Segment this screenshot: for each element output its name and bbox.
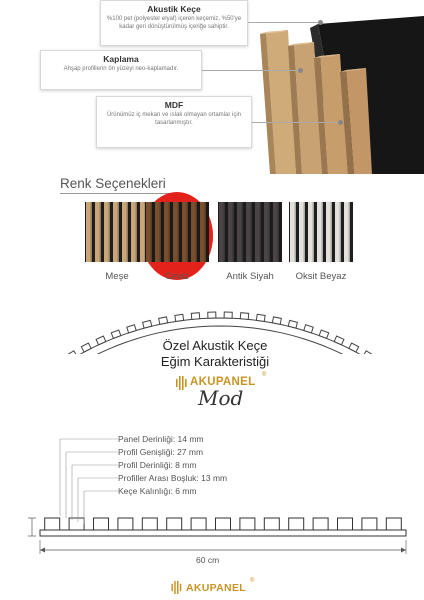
dim-felt-thickness: Keçe Kalınlığı: 6 mm [118, 486, 197, 496]
dim-panel-depth: Panel Derinliği: 14 mm [118, 434, 204, 444]
swatch-oxide-white[interactable] [289, 202, 353, 262]
mdf-title: MDF [164, 100, 184, 110]
veneer-title: Kaplama [103, 54, 139, 64]
akupanel-logo-icon [176, 376, 188, 390]
dim-profile-depth: Profil Derinliği: 8 mm [118, 460, 197, 470]
veneer-leader [202, 70, 300, 71]
total-width-label: 60 cm [196, 555, 220, 565]
brand-sub: Mod [198, 386, 244, 410]
swatch-label-walnut: Ceviz [165, 271, 189, 282]
swatch-label-oxide-white: Oksit Beyaz [295, 271, 347, 282]
dim-profile-width: Profil Genişliği: 27 mm [118, 447, 204, 457]
swatch-walnut[interactable] [145, 202, 209, 262]
slope-title-line2: Eğim Karakteristiği [160, 354, 270, 370]
mdf-leader-dot [338, 120, 343, 125]
felt-title: Akustik Keçe [147, 4, 201, 14]
colors-title-underline [60, 193, 170, 194]
mdf-callout [96, 96, 252, 148]
footer-brand-name: AKUPANEL [186, 582, 246, 594]
dim-profile-gap: Profiller Arası Boşluk: 13 mm [118, 473, 228, 483]
brand-registered-mark: ® [262, 372, 267, 378]
swatch-label-antique-black: Antik Siyah [226, 271, 274, 282]
veneer-callout [40, 50, 202, 90]
footer-registered-mark: ® [250, 578, 255, 584]
swatch-label-oak: Meşe [105, 271, 129, 282]
swatch-antique-black[interactable] [218, 202, 282, 262]
felt-callout [100, 0, 248, 46]
mdf-leader [252, 122, 340, 123]
felt-description: %100 pet (polyester elyaf) içeren keçemiz, %50'ye kadar geri dönüştürülmüş içeriğe sahiptir. [106, 16, 242, 31]
brand-name: AKUPANEL [190, 376, 256, 388]
veneer-leader-dot [298, 68, 303, 73]
panel-layers-illustration [250, 14, 424, 174]
felt-leader [248, 22, 320, 23]
colors-title: Renk Seçenekleri [60, 176, 166, 191]
slope-title-line1: Özel Akustik Keçe [162, 338, 268, 353]
veneer-description: Ahşap profillerin ön yüzeyi neo-kaplamadır. [63, 66, 179, 72]
panel-cross-section-diagram [20, 432, 420, 572]
swatch-oak[interactable] [85, 202, 149, 262]
footer-logo-icon [171, 581, 183, 594]
mdf-description: Ürünümüz iç mekan ve ıslak olmayan ortamlar için tasarlanmıştır. [106, 112, 242, 127]
felt-leader-dot [318, 20, 323, 25]
slope-title [110, 338, 320, 371]
